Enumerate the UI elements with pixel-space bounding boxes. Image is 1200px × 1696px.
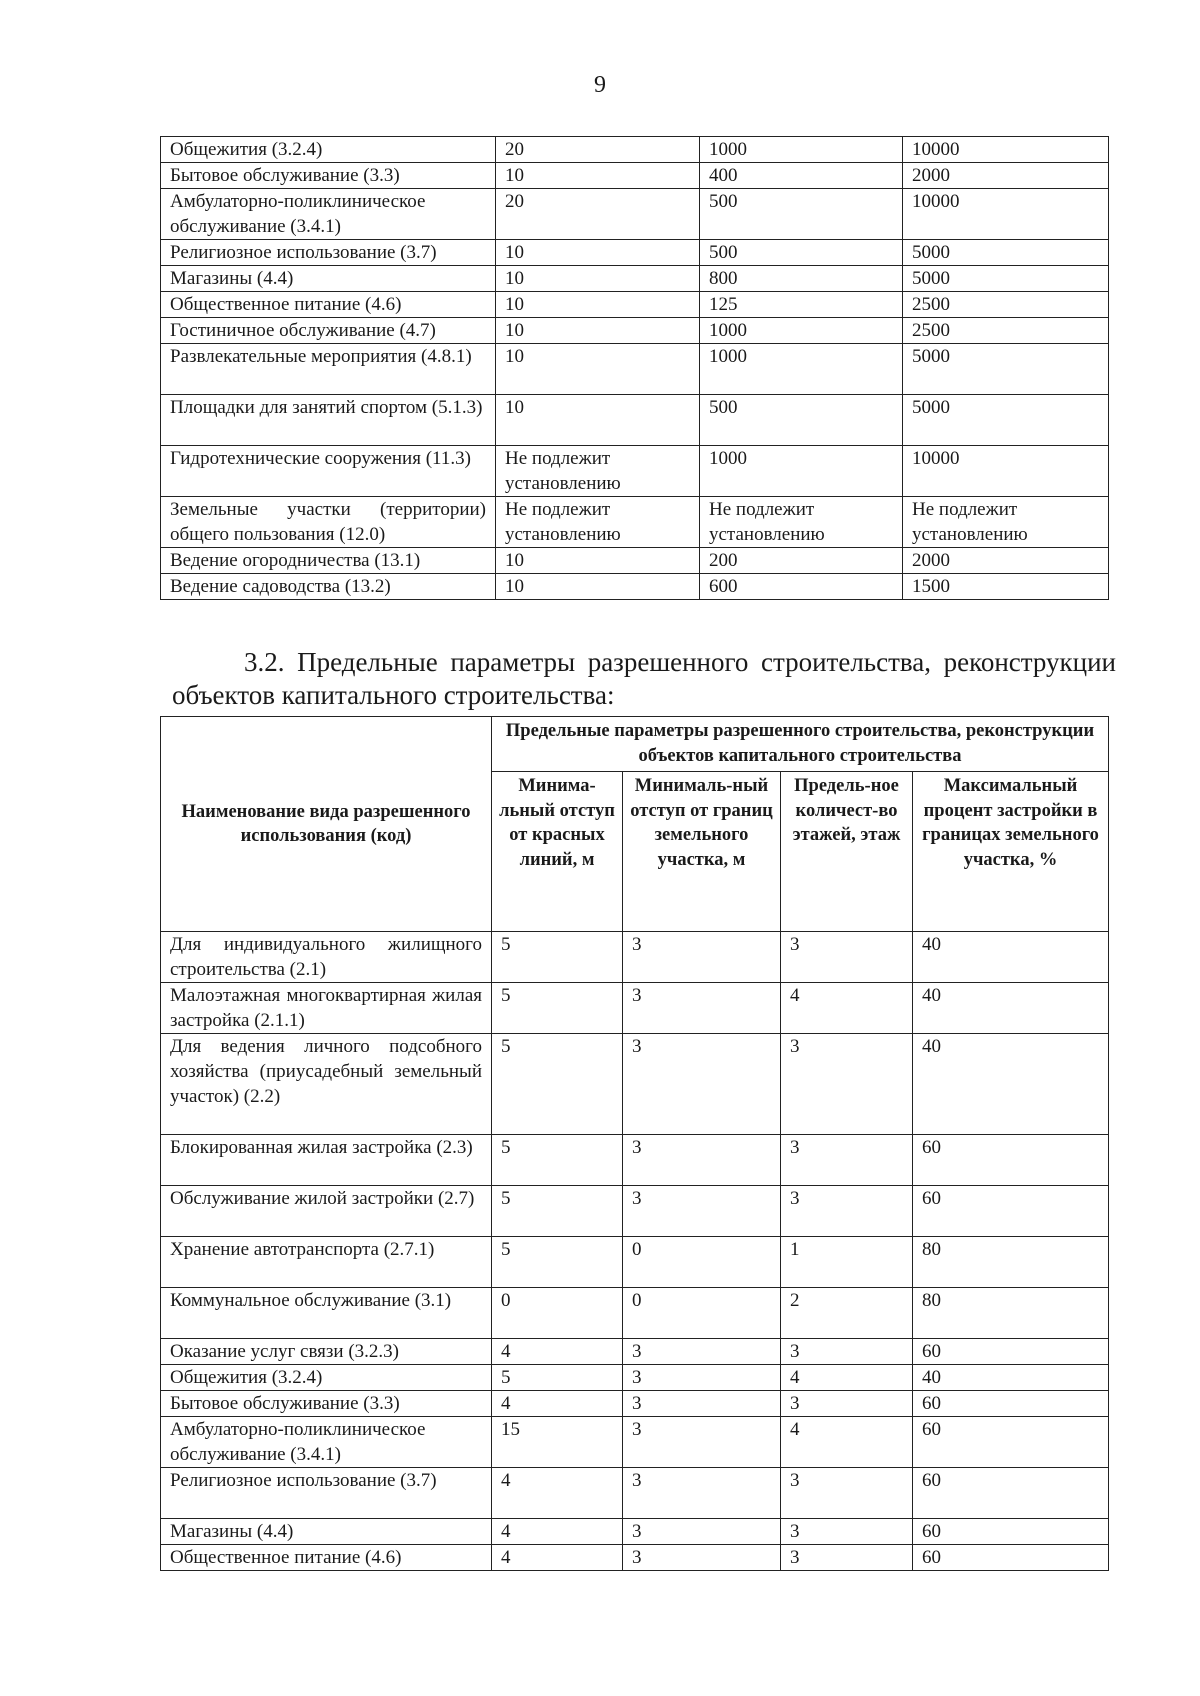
table-row [161, 446, 1109, 497]
header-group: Предельные параметры разрешенного строительства, реконструкции объектов капитального строительства [492, 717, 1109, 772]
table2-name-cell: Амбулаторно-поликлиническое обслуживание (3.4.1) [161, 1417, 492, 1468]
table1-value-cell: 1000 [700, 137, 903, 163]
table2-name-cell: Блокированная жилая застройка (2.3) [161, 1135, 492, 1186]
table1-value-cell: 600 [700, 574, 903, 600]
table1-value-cell: 2500 [903, 318, 1109, 344]
table-row [161, 318, 1109, 344]
table2-value-cell: 3 [623, 1519, 781, 1545]
table1-value-cell: 10 [496, 292, 700, 318]
table1-value-cell: 2000 [903, 548, 1109, 574]
table2-value-cell: 60 [913, 1417, 1109, 1468]
table2-value-cell: 5 [492, 1365, 623, 1391]
table1-value-cell: 20 [496, 189, 700, 240]
table1-name-cell: Гостиничное обслуживание (4.7) [161, 318, 496, 344]
table2-value-cell: 3 [781, 1135, 913, 1186]
table-row [161, 1365, 1109, 1391]
table1-value-cell: 200 [700, 548, 903, 574]
table-row [161, 137, 1109, 163]
table1-name-cell: Амбулаторно-поликлиническое обслуживание (3.4.1) [161, 189, 496, 240]
table2-value-cell: 40 [913, 1365, 1109, 1391]
table2-name-cell: Малоэтажная многоквартирная жилая застройка (2.1.1) [161, 983, 492, 1034]
table-row [161, 1034, 1109, 1135]
header-min-red-lines: Минима-льный отступ от красных линий, м [492, 772, 623, 932]
table-row [161, 1186, 1109, 1237]
table1-value-cell: 500 [700, 395, 903, 446]
table2-value-cell: 3 [623, 1468, 781, 1519]
table1-value-cell: 10 [496, 163, 700, 189]
table2-value-cell: 0 [623, 1288, 781, 1339]
table2-value-cell: 60 [913, 1545, 1109, 1571]
table1-value-cell: 20 [496, 137, 700, 163]
table2-name-cell: Для индивидуального жилищного строительства (2.1) [161, 932, 492, 983]
table-row [161, 1339, 1109, 1365]
table-row [161, 1468, 1109, 1519]
table1-name-cell: Гидротехнические сооружения (11.3) [161, 446, 496, 497]
table-row [161, 548, 1109, 574]
table2-value-cell: 3 [623, 1391, 781, 1417]
table1-value-cell: 10 [496, 395, 700, 446]
table1-value-cell: 2000 [903, 163, 1109, 189]
table1-value-cell: 500 [700, 240, 903, 266]
table2-name-cell: Бытовое обслуживание (3.3) [161, 1391, 492, 1417]
table1-value-cell: 2500 [903, 292, 1109, 318]
table2-value-cell: 1 [781, 1237, 913, 1288]
construction-parameters-table [160, 716, 1109, 1571]
table1-value-cell: 10 [496, 574, 700, 600]
table1-value-cell: 5000 [903, 395, 1109, 446]
table2-value-cell: 5 [492, 932, 623, 983]
table2-value-cell: 3 [623, 1034, 781, 1135]
table1-value-cell: 5000 [903, 240, 1109, 266]
table-row [161, 1237, 1109, 1288]
table-row [161, 189, 1109, 240]
table2-name-cell: Обслуживание жилой застройки (2.7) [161, 1186, 492, 1237]
table1-value-cell: 5000 [903, 266, 1109, 292]
table2-value-cell: 3 [623, 1135, 781, 1186]
table1-name-cell: Развлекательные мероприятия (4.8.1) [161, 344, 496, 395]
table1-value-cell: Не подлежит установлению [496, 497, 700, 548]
table2-value-cell: 4 [781, 983, 913, 1034]
table1-name-cell: Ведение садоводства (13.2) [161, 574, 496, 600]
table2-value-cell: 2 [781, 1288, 913, 1339]
table-row [161, 1417, 1109, 1468]
table2-name-cell: Общественное питание (4.6) [161, 1545, 492, 1571]
table1-value-cell: 400 [700, 163, 903, 189]
table1-value-cell: 10 [496, 318, 700, 344]
table2-value-cell: 3 [781, 1339, 913, 1365]
table1-value-cell: 10 [496, 344, 700, 395]
table2-value-cell: 5 [492, 1186, 623, 1237]
table1-value-cell: 10000 [903, 446, 1109, 497]
table1-value-cell: 125 [700, 292, 903, 318]
table2-value-cell: 40 [913, 1034, 1109, 1135]
table1-name-cell: Площадки для занятий спортом (5.1.3) [161, 395, 496, 446]
table2-value-cell: 3 [781, 1391, 913, 1417]
header-max-floors: Предель-ное количест-во этажей, этаж [781, 772, 913, 932]
table2-name-cell: Хранение автотранспорта (2.7.1) [161, 1237, 492, 1288]
table2-value-cell: 3 [781, 1186, 913, 1237]
table2-value-cell: 15 [492, 1417, 623, 1468]
table2-value-cell: 5 [492, 1135, 623, 1186]
table2-value-cell: 3 [781, 1034, 913, 1135]
table2-name-cell: Религиозное использование (3.7) [161, 1468, 492, 1519]
table1-value-cell: 10000 [903, 137, 1109, 163]
table1-value-cell: 10 [496, 548, 700, 574]
table1-value-cell: 1000 [700, 344, 903, 395]
table1-name-cell: Религиозное использование (3.7) [161, 240, 496, 266]
header-max-coverage: Максимальный процент застройки в границах земельного участка, % [913, 772, 1109, 932]
table2-value-cell: 4 [492, 1339, 623, 1365]
table1-name-cell: Земельные участки (территории) общего пользования (12.0) [161, 497, 496, 548]
table1-value-cell: 1000 [700, 446, 903, 497]
table2-value-cell: 80 [913, 1288, 1109, 1339]
table2-name-cell: Магазины (4.4) [161, 1519, 492, 1545]
table-row [161, 983, 1109, 1034]
table-row [161, 344, 1109, 395]
table2-value-cell: 5 [492, 1237, 623, 1288]
table1-name-cell: Общественное питание (4.6) [161, 292, 496, 318]
table2-value-cell: 3 [781, 1519, 913, 1545]
table2-value-cell: 4 [781, 1365, 913, 1391]
table1-name-cell: Общежития (3.2.4) [161, 137, 496, 163]
upper-parameters-table [160, 136, 1109, 600]
table2-value-cell: 3 [623, 983, 781, 1034]
table2-name-cell: Оказание услуг связи (3.2.3) [161, 1339, 492, 1365]
table1-value-cell: 10 [496, 240, 700, 266]
table2-value-cell: 0 [492, 1288, 623, 1339]
table2-value-cell: 3 [623, 1339, 781, 1365]
table2-name-cell: Коммунальное обслуживание (3.1) [161, 1288, 492, 1339]
table2-value-cell: 0 [623, 1237, 781, 1288]
table2-value-cell: 60 [913, 1339, 1109, 1365]
table2-value-cell: 80 [913, 1237, 1109, 1288]
table-row [161, 163, 1109, 189]
table1-name-cell: Магазины (4.4) [161, 266, 496, 292]
table-row [161, 1391, 1109, 1417]
table2-value-cell: 3 [623, 1417, 781, 1468]
table2-value-cell: 3 [623, 1365, 781, 1391]
table2-value-cell: 4 [492, 1545, 623, 1571]
section-heading [172, 646, 1116, 712]
table2-value-cell: 40 [913, 932, 1109, 983]
table1-value-cell: Не подлежит установлению [700, 497, 903, 548]
table1-value-cell: Не подлежит установлению [903, 497, 1109, 548]
table1-value-cell: 10000 [903, 189, 1109, 240]
page-number: 9 [594, 72, 606, 98]
table1-name-cell: Бытовое обслуживание (3.3) [161, 163, 496, 189]
table-row [161, 240, 1109, 266]
table1-value-cell: 1000 [700, 318, 903, 344]
table2-value-cell: 3 [781, 1468, 913, 1519]
header-min-plot-borders: Минималь-ный отступ от границ земельного участка, м [623, 772, 781, 932]
table1-value-cell: 1500 [903, 574, 1109, 600]
section-title: Предельные параметры разрешенного строительства, реконструкции объектов капитального строительства: [172, 647, 1116, 710]
table1-name-cell: Ведение огородничества (13.1) [161, 548, 496, 574]
table1-value-cell: 10 [496, 266, 700, 292]
table1-value-cell: 500 [700, 189, 903, 240]
header-name-column: Наименование вида разрешенного использования (код) [161, 717, 492, 932]
table-row [161, 932, 1109, 983]
table2-value-cell: 3 [781, 1545, 913, 1571]
table2-value-cell: 60 [913, 1519, 1109, 1545]
table2-value-cell: 3 [781, 932, 913, 983]
table2-name-cell: Общежития (3.2.4) [161, 1365, 492, 1391]
table2-value-cell: 3 [623, 1186, 781, 1237]
table2-value-cell: 5 [492, 1034, 623, 1135]
table2-value-cell: 3 [623, 932, 781, 983]
table-row [161, 1545, 1109, 1571]
table2-value-cell: 5 [492, 983, 623, 1034]
table1-value-cell: 800 [700, 266, 903, 292]
table-row [161, 1135, 1109, 1186]
table2-value-cell: 60 [913, 1186, 1109, 1237]
table2-value-cell: 4 [781, 1417, 913, 1468]
table2-value-cell: 40 [913, 983, 1109, 1034]
table-row [161, 497, 1109, 548]
table2-value-cell: 4 [492, 1468, 623, 1519]
table-row [161, 266, 1109, 292]
table2-name-cell: Для ведения личного подсобного хозяйства (приусадебный земельный участок) (2.2) [161, 1034, 492, 1135]
table2-value-cell: 60 [913, 1391, 1109, 1417]
table2-value-cell: 60 [913, 1135, 1109, 1186]
table2-value-cell: 4 [492, 1391, 623, 1417]
table1-value-cell: Не подлежит установлению [496, 446, 700, 497]
section-number: 3.2. [244, 647, 285, 677]
table2-value-cell: 4 [492, 1519, 623, 1545]
table-row [161, 1519, 1109, 1545]
table-row [161, 574, 1109, 600]
table1-value-cell: 5000 [903, 344, 1109, 395]
table2-value-cell: 3 [623, 1545, 781, 1571]
table-row [161, 1288, 1109, 1339]
table-row [161, 292, 1109, 318]
table-row [161, 395, 1109, 446]
table2-value-cell: 60 [913, 1468, 1109, 1519]
